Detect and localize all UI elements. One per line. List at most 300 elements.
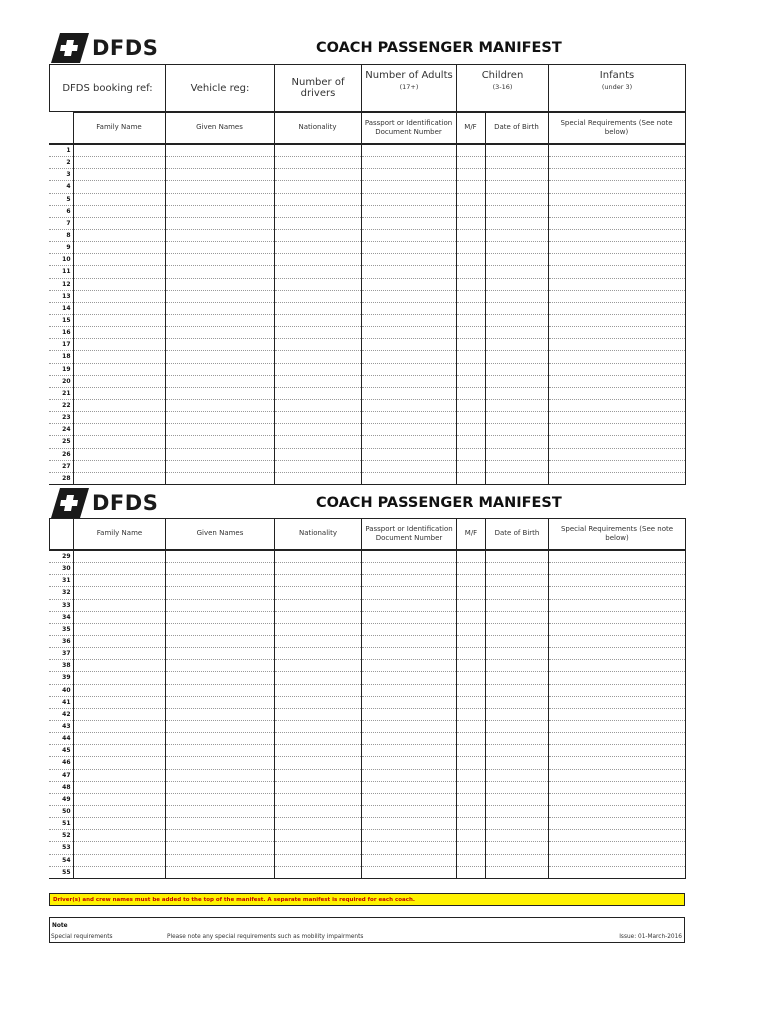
nationality-cell[interactable] bbox=[274, 587, 361, 599]
family-name-cell[interactable] bbox=[73, 205, 165, 217]
given-names-cell[interactable] bbox=[165, 648, 274, 660]
dob-cell[interactable] bbox=[485, 278, 548, 290]
given-names-cell[interactable] bbox=[165, 805, 274, 817]
special-req-cell[interactable] bbox=[548, 229, 685, 241]
gender-cell[interactable] bbox=[456, 229, 485, 241]
passport-cell[interactable] bbox=[361, 157, 456, 169]
gender-cell[interactable] bbox=[456, 339, 485, 351]
dob-cell[interactable] bbox=[485, 684, 548, 696]
family-name-cell[interactable] bbox=[73, 635, 165, 647]
nationality-cell[interactable] bbox=[274, 327, 361, 339]
family-name-cell[interactable] bbox=[73, 460, 165, 472]
dob-cell[interactable] bbox=[485, 375, 548, 387]
passport-cell[interactable] bbox=[361, 229, 456, 241]
gender-cell[interactable] bbox=[456, 363, 485, 375]
gender-cell[interactable] bbox=[456, 708, 485, 720]
special-req-cell[interactable] bbox=[548, 387, 685, 399]
gender-cell[interactable] bbox=[456, 327, 485, 339]
dob-cell[interactable] bbox=[485, 696, 548, 708]
special-req-cell[interactable] bbox=[548, 266, 685, 278]
given-names-cell[interactable] bbox=[165, 387, 274, 399]
family-name-cell[interactable] bbox=[73, 866, 165, 878]
dob-cell[interactable] bbox=[485, 599, 548, 611]
nationality-cell[interactable] bbox=[274, 660, 361, 672]
nationality-cell[interactable] bbox=[274, 599, 361, 611]
dob-cell[interactable] bbox=[485, 217, 548, 229]
passport-cell[interactable] bbox=[361, 842, 456, 854]
family-name-cell[interactable] bbox=[73, 708, 165, 720]
nationality-cell[interactable] bbox=[274, 375, 361, 387]
special-req-cell[interactable] bbox=[548, 327, 685, 339]
given-names-cell[interactable] bbox=[165, 745, 274, 757]
gender-cell[interactable] bbox=[456, 181, 485, 193]
dob-cell[interactable] bbox=[485, 254, 548, 266]
passport-cell[interactable] bbox=[361, 412, 456, 424]
nationality-cell[interactable] bbox=[274, 254, 361, 266]
special-req-cell[interactable] bbox=[548, 793, 685, 805]
gender-cell[interactable] bbox=[456, 672, 485, 684]
gender-cell[interactable] bbox=[456, 769, 485, 781]
passport-cell[interactable] bbox=[361, 193, 456, 205]
special-req-cell[interactable] bbox=[548, 745, 685, 757]
given-names-cell[interactable] bbox=[165, 551, 274, 563]
nationality-cell[interactable] bbox=[274, 145, 361, 157]
given-names-cell[interactable] bbox=[165, 242, 274, 254]
passport-cell[interactable] bbox=[361, 145, 456, 157]
family-name-cell[interactable] bbox=[73, 363, 165, 375]
nationality-cell[interactable] bbox=[274, 193, 361, 205]
family-name-cell[interactable] bbox=[73, 793, 165, 805]
given-names-cell[interactable] bbox=[165, 684, 274, 696]
nationality-cell[interactable] bbox=[274, 854, 361, 866]
given-names-cell[interactable] bbox=[165, 563, 274, 575]
dob-cell[interactable] bbox=[485, 611, 548, 623]
nationality-cell[interactable] bbox=[274, 339, 361, 351]
family-name-cell[interactable] bbox=[73, 448, 165, 460]
gender-cell[interactable] bbox=[456, 217, 485, 229]
gender-cell[interactable] bbox=[456, 254, 485, 266]
nationality-cell[interactable] bbox=[274, 745, 361, 757]
gender-cell[interactable] bbox=[456, 842, 485, 854]
given-names-cell[interactable] bbox=[165, 611, 274, 623]
passport-cell[interactable] bbox=[361, 563, 456, 575]
special-req-cell[interactable] bbox=[548, 242, 685, 254]
given-names-cell[interactable] bbox=[165, 830, 274, 842]
family-name-cell[interactable] bbox=[73, 733, 165, 745]
family-name-cell[interactable] bbox=[73, 266, 165, 278]
passport-cell[interactable] bbox=[361, 805, 456, 817]
given-names-cell[interactable] bbox=[165, 733, 274, 745]
dob-cell[interactable] bbox=[485, 290, 548, 302]
dob-cell[interactable] bbox=[485, 229, 548, 241]
special-req-cell[interactable] bbox=[548, 314, 685, 326]
nationality-cell[interactable] bbox=[274, 575, 361, 587]
special-req-cell[interactable] bbox=[548, 842, 685, 854]
gender-cell[interactable] bbox=[456, 587, 485, 599]
dob-cell[interactable] bbox=[485, 623, 548, 635]
nationality-cell[interactable] bbox=[274, 242, 361, 254]
gender-cell[interactable] bbox=[456, 145, 485, 157]
given-names-cell[interactable] bbox=[165, 399, 274, 411]
family-name-cell[interactable] bbox=[73, 399, 165, 411]
special-req-cell[interactable] bbox=[548, 599, 685, 611]
given-names-cell[interactable] bbox=[165, 266, 274, 278]
special-req-cell[interactable] bbox=[548, 720, 685, 732]
given-names-cell[interactable] bbox=[165, 205, 274, 217]
given-names-cell[interactable] bbox=[165, 854, 274, 866]
nationality-cell[interactable] bbox=[274, 866, 361, 878]
family-name-cell[interactable] bbox=[73, 648, 165, 660]
given-names-cell[interactable] bbox=[165, 599, 274, 611]
special-req-cell[interactable] bbox=[548, 363, 685, 375]
special-req-cell[interactable] bbox=[548, 587, 685, 599]
nationality-cell[interactable] bbox=[274, 436, 361, 448]
family-name-cell[interactable] bbox=[73, 587, 165, 599]
special-req-cell[interactable] bbox=[548, 217, 685, 229]
passport-cell[interactable] bbox=[361, 635, 456, 647]
passport-cell[interactable] bbox=[361, 351, 456, 363]
family-name-cell[interactable] bbox=[73, 145, 165, 157]
gender-cell[interactable] bbox=[456, 266, 485, 278]
passport-cell[interactable] bbox=[361, 339, 456, 351]
nationality-cell[interactable] bbox=[274, 229, 361, 241]
passport-cell[interactable] bbox=[361, 266, 456, 278]
family-name-cell[interactable] bbox=[73, 339, 165, 351]
special-req-cell[interactable] bbox=[548, 696, 685, 708]
dob-cell[interactable] bbox=[485, 242, 548, 254]
special-req-cell[interactable] bbox=[548, 278, 685, 290]
given-names-cell[interactable] bbox=[165, 327, 274, 339]
nationality-cell[interactable] bbox=[274, 205, 361, 217]
special-req-cell[interactable] bbox=[548, 193, 685, 205]
special-req-cell[interactable] bbox=[548, 635, 685, 647]
family-name-cell[interactable] bbox=[73, 181, 165, 193]
children-field[interactable]: Children (3-16) bbox=[457, 65, 549, 112]
passport-cell[interactable] bbox=[361, 436, 456, 448]
gender-cell[interactable] bbox=[456, 623, 485, 635]
gender-cell[interactable] bbox=[456, 611, 485, 623]
special-req-cell[interactable] bbox=[548, 818, 685, 830]
passport-cell[interactable] bbox=[361, 696, 456, 708]
gender-cell[interactable] bbox=[456, 205, 485, 217]
passport-cell[interactable] bbox=[361, 375, 456, 387]
passport-cell[interactable] bbox=[361, 599, 456, 611]
family-name-cell[interactable] bbox=[73, 327, 165, 339]
special-req-cell[interactable] bbox=[548, 472, 685, 484]
gender-cell[interactable] bbox=[456, 575, 485, 587]
gender-cell[interactable] bbox=[456, 424, 485, 436]
dob-cell[interactable] bbox=[485, 551, 548, 563]
given-names-cell[interactable] bbox=[165, 781, 274, 793]
special-req-cell[interactable] bbox=[548, 563, 685, 575]
dob-cell[interactable] bbox=[485, 660, 548, 672]
family-name-cell[interactable] bbox=[73, 351, 165, 363]
family-name-cell[interactable] bbox=[73, 551, 165, 563]
dob-cell[interactable] bbox=[485, 339, 548, 351]
given-names-cell[interactable] bbox=[165, 696, 274, 708]
nationality-cell[interactable] bbox=[274, 696, 361, 708]
given-names-cell[interactable] bbox=[165, 448, 274, 460]
special-req-cell[interactable] bbox=[548, 205, 685, 217]
passport-cell[interactable] bbox=[361, 866, 456, 878]
passport-cell[interactable] bbox=[361, 181, 456, 193]
nationality-cell[interactable] bbox=[274, 781, 361, 793]
special-req-cell[interactable] bbox=[548, 769, 685, 781]
gender-cell[interactable] bbox=[456, 635, 485, 647]
dob-cell[interactable] bbox=[485, 587, 548, 599]
gender-cell[interactable] bbox=[456, 599, 485, 611]
passport-cell[interactable] bbox=[361, 660, 456, 672]
family-name-cell[interactable] bbox=[73, 575, 165, 587]
given-names-cell[interactable] bbox=[165, 339, 274, 351]
dob-cell[interactable] bbox=[485, 745, 548, 757]
family-name-cell[interactable] bbox=[73, 611, 165, 623]
special-req-cell[interactable] bbox=[548, 181, 685, 193]
passport-cell[interactable] bbox=[361, 818, 456, 830]
special-req-cell[interactable] bbox=[548, 866, 685, 878]
dob-cell[interactable] bbox=[485, 412, 548, 424]
given-names-cell[interactable] bbox=[165, 302, 274, 314]
passport-cell[interactable] bbox=[361, 854, 456, 866]
given-names-cell[interactable] bbox=[165, 842, 274, 854]
dob-cell[interactable] bbox=[485, 648, 548, 660]
family-name-cell[interactable] bbox=[73, 854, 165, 866]
dob-cell[interactable] bbox=[485, 866, 548, 878]
gender-cell[interactable] bbox=[456, 818, 485, 830]
family-name-cell[interactable] bbox=[73, 842, 165, 854]
nationality-cell[interactable] bbox=[274, 623, 361, 635]
special-req-cell[interactable] bbox=[548, 436, 685, 448]
passport-cell[interactable] bbox=[361, 424, 456, 436]
dob-cell[interactable] bbox=[485, 635, 548, 647]
family-name-cell[interactable] bbox=[73, 684, 165, 696]
dob-cell[interactable] bbox=[485, 472, 548, 484]
special-req-cell[interactable] bbox=[548, 708, 685, 720]
given-names-cell[interactable] bbox=[165, 623, 274, 635]
infants-field[interactable]: Infants (under 3) bbox=[549, 65, 686, 112]
special-req-cell[interactable] bbox=[548, 412, 685, 424]
nationality-cell[interactable] bbox=[274, 611, 361, 623]
given-names-cell[interactable] bbox=[165, 720, 274, 732]
gender-cell[interactable] bbox=[456, 472, 485, 484]
nationality-cell[interactable] bbox=[274, 290, 361, 302]
family-name-cell[interactable] bbox=[73, 424, 165, 436]
given-names-cell[interactable] bbox=[165, 314, 274, 326]
special-req-cell[interactable] bbox=[548, 145, 685, 157]
dob-cell[interactable] bbox=[485, 351, 548, 363]
special-req-cell[interactable] bbox=[548, 351, 685, 363]
gender-cell[interactable] bbox=[456, 157, 485, 169]
gender-cell[interactable] bbox=[456, 793, 485, 805]
special-req-cell[interactable] bbox=[548, 375, 685, 387]
gender-cell[interactable] bbox=[456, 830, 485, 842]
gender-cell[interactable] bbox=[456, 460, 485, 472]
nationality-cell[interactable] bbox=[274, 672, 361, 684]
family-name-cell[interactable] bbox=[73, 563, 165, 575]
family-name-cell[interactable] bbox=[73, 290, 165, 302]
family-name-cell[interactable] bbox=[73, 599, 165, 611]
family-name-cell[interactable] bbox=[73, 217, 165, 229]
nationality-cell[interactable] bbox=[274, 169, 361, 181]
passport-cell[interactable] bbox=[361, 720, 456, 732]
family-name-cell[interactable] bbox=[73, 720, 165, 732]
special-req-cell[interactable] bbox=[548, 684, 685, 696]
passport-cell[interactable] bbox=[361, 460, 456, 472]
dob-cell[interactable] bbox=[485, 842, 548, 854]
dob-cell[interactable] bbox=[485, 181, 548, 193]
special-req-cell[interactable] bbox=[548, 157, 685, 169]
passport-cell[interactable] bbox=[361, 242, 456, 254]
given-names-cell[interactable] bbox=[165, 818, 274, 830]
family-name-cell[interactable] bbox=[73, 830, 165, 842]
family-name-cell[interactable] bbox=[73, 757, 165, 769]
given-names-cell[interactable] bbox=[165, 757, 274, 769]
gender-cell[interactable] bbox=[456, 660, 485, 672]
dob-cell[interactable] bbox=[485, 708, 548, 720]
dob-cell[interactable] bbox=[485, 157, 548, 169]
dob-cell[interactable] bbox=[485, 399, 548, 411]
passport-cell[interactable] bbox=[361, 708, 456, 720]
passport-cell[interactable] bbox=[361, 327, 456, 339]
passport-cell[interactable] bbox=[361, 769, 456, 781]
nationality-cell[interactable] bbox=[274, 302, 361, 314]
family-name-cell[interactable] bbox=[73, 314, 165, 326]
dob-cell[interactable] bbox=[485, 830, 548, 842]
special-req-cell[interactable] bbox=[548, 672, 685, 684]
given-names-cell[interactable] bbox=[165, 708, 274, 720]
family-name-cell[interactable] bbox=[73, 193, 165, 205]
gender-cell[interactable] bbox=[456, 781, 485, 793]
gender-cell[interactable] bbox=[456, 387, 485, 399]
family-name-cell[interactable] bbox=[73, 781, 165, 793]
dob-cell[interactable] bbox=[485, 757, 548, 769]
passport-cell[interactable] bbox=[361, 672, 456, 684]
family-name-cell[interactable] bbox=[73, 623, 165, 635]
given-names-cell[interactable] bbox=[165, 412, 274, 424]
gender-cell[interactable] bbox=[456, 278, 485, 290]
dob-cell[interactable] bbox=[485, 205, 548, 217]
family-name-cell[interactable] bbox=[73, 375, 165, 387]
given-names-cell[interactable] bbox=[165, 290, 274, 302]
passport-cell[interactable] bbox=[361, 648, 456, 660]
nationality-cell[interactable] bbox=[274, 769, 361, 781]
gender-cell[interactable] bbox=[456, 757, 485, 769]
given-names-cell[interactable] bbox=[165, 769, 274, 781]
gender-cell[interactable] bbox=[456, 412, 485, 424]
dob-cell[interactable] bbox=[485, 720, 548, 732]
gender-cell[interactable] bbox=[456, 720, 485, 732]
dob-cell[interactable] bbox=[485, 769, 548, 781]
given-names-cell[interactable] bbox=[165, 181, 274, 193]
passport-cell[interactable] bbox=[361, 254, 456, 266]
family-name-cell[interactable] bbox=[73, 278, 165, 290]
dob-cell[interactable] bbox=[485, 818, 548, 830]
passport-cell[interactable] bbox=[361, 448, 456, 460]
gender-cell[interactable] bbox=[456, 375, 485, 387]
nationality-cell[interactable] bbox=[274, 278, 361, 290]
nationality-cell[interactable] bbox=[274, 157, 361, 169]
nationality-cell[interactable] bbox=[274, 399, 361, 411]
nationality-cell[interactable] bbox=[274, 387, 361, 399]
gender-cell[interactable] bbox=[456, 854, 485, 866]
nationality-cell[interactable] bbox=[274, 757, 361, 769]
nationality-cell[interactable] bbox=[274, 363, 361, 375]
special-req-cell[interactable] bbox=[548, 830, 685, 842]
special-req-cell[interactable] bbox=[548, 575, 685, 587]
family-name-cell[interactable] bbox=[73, 254, 165, 266]
nationality-cell[interactable] bbox=[274, 805, 361, 817]
gender-cell[interactable] bbox=[456, 648, 485, 660]
nationality-cell[interactable] bbox=[274, 708, 361, 720]
given-names-cell[interactable] bbox=[165, 472, 274, 484]
passport-cell[interactable] bbox=[361, 278, 456, 290]
passport-cell[interactable] bbox=[361, 793, 456, 805]
passport-cell[interactable] bbox=[361, 387, 456, 399]
passport-cell[interactable] bbox=[361, 781, 456, 793]
passport-cell[interactable] bbox=[361, 217, 456, 229]
passport-cell[interactable] bbox=[361, 205, 456, 217]
gender-cell[interactable] bbox=[456, 436, 485, 448]
passport-cell[interactable] bbox=[361, 757, 456, 769]
family-name-cell[interactable] bbox=[73, 302, 165, 314]
nationality-cell[interactable] bbox=[274, 830, 361, 842]
dob-cell[interactable] bbox=[485, 733, 548, 745]
dob-cell[interactable] bbox=[485, 266, 548, 278]
dob-cell[interactable] bbox=[485, 436, 548, 448]
gender-cell[interactable] bbox=[456, 866, 485, 878]
nationality-cell[interactable] bbox=[274, 635, 361, 647]
given-names-cell[interactable] bbox=[165, 660, 274, 672]
family-name-cell[interactable] bbox=[73, 805, 165, 817]
nationality-cell[interactable] bbox=[274, 181, 361, 193]
given-names-cell[interactable] bbox=[165, 193, 274, 205]
nationality-cell[interactable] bbox=[274, 684, 361, 696]
special-req-cell[interactable] bbox=[548, 660, 685, 672]
nationality-cell[interactable] bbox=[274, 733, 361, 745]
given-names-cell[interactable] bbox=[165, 793, 274, 805]
passport-cell[interactable] bbox=[361, 169, 456, 181]
nationality-cell[interactable] bbox=[274, 472, 361, 484]
nationality-cell[interactable] bbox=[274, 842, 361, 854]
gender-cell[interactable] bbox=[456, 551, 485, 563]
dob-cell[interactable] bbox=[485, 302, 548, 314]
dob-cell[interactable] bbox=[485, 575, 548, 587]
passport-cell[interactable] bbox=[361, 363, 456, 375]
passport-cell[interactable] bbox=[361, 551, 456, 563]
gender-cell[interactable] bbox=[456, 563, 485, 575]
nationality-cell[interactable] bbox=[274, 448, 361, 460]
family-name-cell[interactable] bbox=[73, 672, 165, 684]
adults-field[interactable]: Number of Adults (17+) bbox=[362, 65, 457, 112]
family-name-cell[interactable] bbox=[73, 696, 165, 708]
nationality-cell[interactable] bbox=[274, 551, 361, 563]
special-req-cell[interactable] bbox=[548, 302, 685, 314]
dob-cell[interactable] bbox=[485, 460, 548, 472]
dob-cell[interactable] bbox=[485, 672, 548, 684]
passport-cell[interactable] bbox=[361, 611, 456, 623]
gender-cell[interactable] bbox=[456, 805, 485, 817]
gender-cell[interactable] bbox=[456, 302, 485, 314]
gender-cell[interactable] bbox=[456, 448, 485, 460]
booking-ref-field[interactable]: DFDS booking ref: bbox=[50, 65, 166, 112]
passport-cell[interactable] bbox=[361, 745, 456, 757]
special-req-cell[interactable] bbox=[548, 448, 685, 460]
gender-cell[interactable] bbox=[456, 290, 485, 302]
dob-cell[interactable] bbox=[485, 854, 548, 866]
special-req-cell[interactable] bbox=[548, 781, 685, 793]
dob-cell[interactable] bbox=[485, 145, 548, 157]
special-req-cell[interactable] bbox=[548, 290, 685, 302]
